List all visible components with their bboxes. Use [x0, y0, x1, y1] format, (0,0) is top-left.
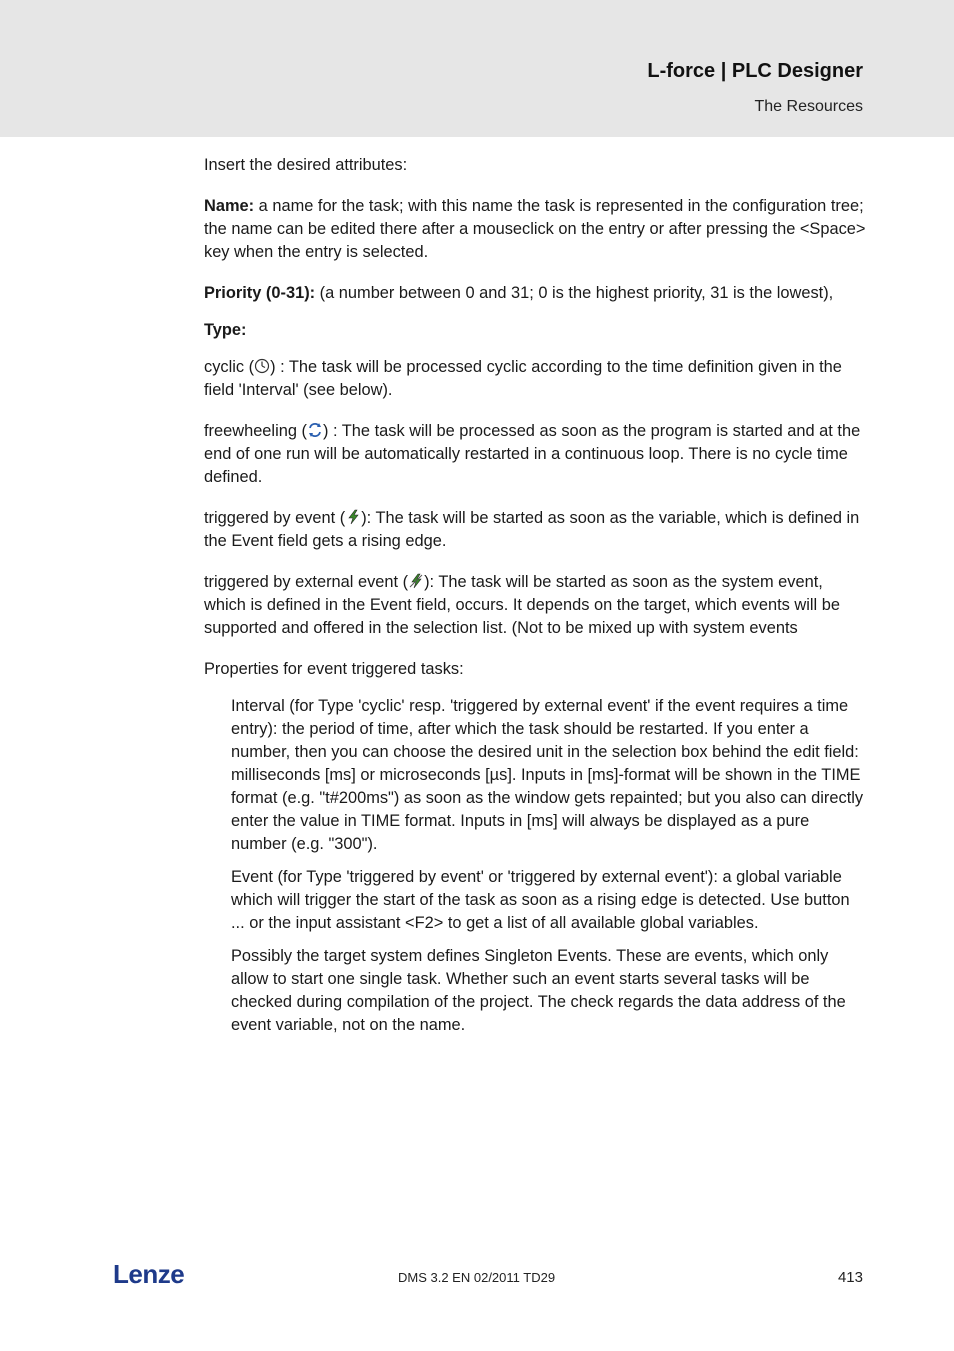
properties-list: [204, 695, 866, 1037]
interval-paragraph: Interval (for Type 'cyclic' resp. 'triggered by external event' if the event requires a time entry): the period of time, after which the task should be restarted. If you enter a number, then you can choose the desired unit in the selection box behind the edit field: milliseconds [ms] or microseconds [µs]. Inputs in [ms]-format will be shown in the TIME format (e.g. "t#200ms") as soon as the window gets repainted; but you also can directly enter the value in TIME format. Inputs in [ms] will always be displayed as a pure number (e.g. "300").: [231, 697, 864, 853]
event-pre: triggered by event (: [204, 509, 346, 527]
name-label: Name:: [204, 197, 255, 215]
type-heading: [204, 319, 866, 342]
free-post: ) : The task will be processed as soon as the program is started and at the end of one run will be automatically restarted in a continuous loop. There is no cycle time defined.: [204, 422, 861, 486]
page-number: 413: [837, 1269, 863, 1286]
lightning-icon: [345, 509, 361, 525]
external-event-paragraph: [204, 571, 866, 640]
header-subtitle: The Resources: [754, 98, 863, 115]
external-lightning-icon: [408, 573, 424, 589]
page-header: [0, 0, 954, 137]
main-content: [204, 154, 866, 1047]
lenze-logo: Lenze: [113, 1259, 185, 1289]
singleton-paragraph: Possibly the target system defines Singleton Events. These are events, which only allow to start one single task. Whether such an event starts several tasks will be checked during compilation of the project. The check regards the data address of the event variable, not on the name.: [231, 947, 846, 1034]
ext-pre: triggered by external event (: [204, 573, 409, 591]
event-field-paragraph: Event (for Type 'triggered by event' or 'triggered by external event'): a global variable which will trigger the start of the task as soon as a rising edge is detected. Use button ... or the input assistant <F2> to get a list of all available global variables.: [231, 868, 850, 932]
priority-text: (a number between 0 and 31; 0 is the highest priority, 31 is the lowest),: [315, 284, 834, 302]
intro-paragraph: Insert the desired attributes:: [204, 156, 408, 174]
priority-paragraph: [204, 282, 866, 305]
name-text: a name for the task; with this name the task is represented in the configuration tree; the name can be edited there after a mouseclick on the entry or after pressing the <Space> key when the entry is selected.: [204, 197, 866, 261]
freewheeling-paragraph: [204, 420, 866, 489]
event-post: ): The task will be started as soon as the variable, which is defined in the Event field gets a rising edge.: [204, 509, 860, 550]
loop-arrows-icon: [307, 422, 323, 438]
header-title: L-force | PLC Designer: [647, 60, 863, 82]
type-label: Type:: [204, 321, 247, 339]
name-paragraph: [204, 195, 866, 264]
clock-icon: [254, 358, 270, 374]
properties-intro: Properties for event triggered tasks:: [204, 660, 464, 678]
free-pre: freewheeling (: [204, 422, 307, 440]
cyclic-pre: cyclic (: [204, 358, 255, 376]
ext-post: ): The task will be started as soon as the system event, which is defined in the Event field, occurs. It depends on the target, which events will be supported and offered in the selection list. (Not to be mixed up with system events: [204, 573, 840, 637]
priority-label: Priority (0-31):: [204, 284, 316, 302]
cyclic-paragraph: [204, 356, 866, 402]
document-id: DMS 3.2 EN 02/2011 TD29: [398, 1270, 556, 1285]
event-paragraph: [204, 507, 866, 553]
cyclic-post: ) : The task will be processed cyclic according to the time definition given in the field 'Interval' (see below).: [204, 358, 842, 399]
